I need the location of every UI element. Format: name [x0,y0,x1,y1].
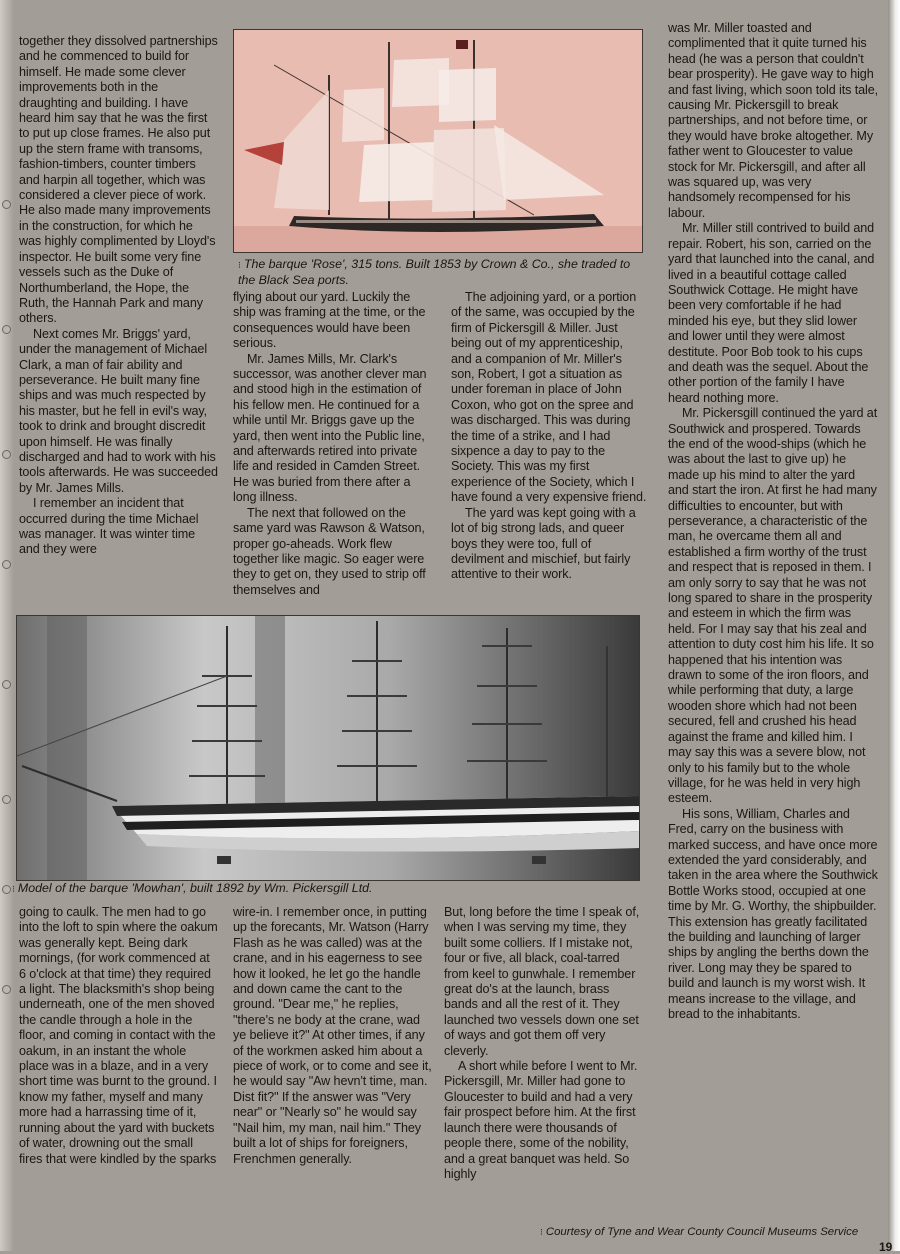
binding-ring [2,450,11,459]
caption-text: The barque 'Rose', 315 tons. Built 1853 by Crown & Co., she traded to the Black Sea ports. [238,257,631,287]
binding-ring [2,680,11,689]
paragraph: A short while before I went to Mr. Pickersgill, Mr. Miller had gone to Gloucester to build and had a very fair prospect before him. At the first launch there were thousands of people there, some of the nobility, and a great banquet was held. So highly [444,1059,638,1181]
binding-ring [2,885,11,894]
paragraph: His sons, William, Charles and Fred, carry on the business with marked success, and have once more extended the yard considerably, and taken in the area where the Southwick Bottle Works stood, occupied at one time by Mr. G. Worthy, the shipbuilder. This extension has greatly facilitated the building and launching of larger ships by angling the berths down the river. Long may they be spared to build and launch is my worst wish. It means increase to the village, and bread to the inhabitants. [668,806,878,1021]
bottom-column-2 [233,905,433,1167]
caption-text: Model of the barque 'Mowhan', built 1892 by Wm. Pickersgill Ltd. [17,881,373,895]
paragraph: But, long before the time I speak of, when I was serving my time, they built some colliers. If I mistake not, four or five, all black, coal-tarred from keel to gunwhale. I remember great do's at the launch, brass bands and all the rest of it. They launched two vessels down one set of ways and got them off very cleverly. [444,905,640,1058]
left-column-top [19,34,218,558]
right-column [668,21,878,1022]
paragraph: was Mr. Miller toasted and complimented that it quite turned his head (he was a person that couldn't bear prosperity). He gave way to high and fast living, which soon told its tale, causing Mr. Pickersgill to break partnerships, and not before time, or they would have broke altogether. My father went to Gloucester to value stock for Mr. Pickersgill, and after all was squared up, was very handsomely recompensed for his labour. [668,21,879,220]
paragraph: Mr. Pickersgill continued the yard at Southwick and prospered. Towards the end of the wood-ships (which he was about the last to give up) he made up his mind to alter the yard and start the iron. At first he had many difficulties to encounter, but with perseverance, a characteristic of the man, he overcame them all and established a firm worthy of the trust and respect that is reposed in them. I am only sorry to say that he was not long spared to share in the prosperity and esteem in which the firm was held. For I may say that his zeal and attention to duty cost him his life. It so happened that his intention was drawn to some of the iron floors, and while performing that duty, a large wooden shore which had not been secured, fell and crushed his head against the frame and killed him. I may say this was a severe blow, not only to his family but to the whole village, for he was held in very high esteem. [668,406,878,806]
middle-column-top [233,290,433,598]
credit-marker: ⁝ [540,1227,543,1237]
paragraph: Mr. James Mills, Mr. Clark's successor, was another clever man and stood high in the estimation of his fellow men. He continued for a while until Mr. Briggs gave up the yard, then went into the Public line, and afterwards retired into private life and resided in Camden Street. He was buried from there after a long illness. [233,351,427,505]
barque-mowhan-model-photo [16,615,640,881]
page-binding [0,0,14,1251]
caption-marker: ⁝ [12,884,15,894]
bottom-column-3 [444,905,644,1182]
binding-ring [2,560,11,569]
ship-painting-icon [234,30,642,252]
caption-marker: ⁝ [238,260,241,270]
paragraph: Next comes Mr. Briggs' yard, under the management of Michael Clark, a man of fair ability and perseverance. He built many fine ships and was much respected by his master, but he fell in evil's way, took to drink and brought discredit upon himself. He was finally discharged and had to work with his tools afterwards. He was succeeded by Mr. James Mills. [19,326,218,495]
third-column-top [451,290,647,583]
binding-ring [2,795,11,804]
paragraph: The next that followed on the same yard was Rawson & Watson, proper go-aheads. Work flew together like magic. So eager were they to get on, they used to strip off themselves and [233,505,426,597]
page-number: 19 [879,1240,893,1254]
paragraph: going to caulk. The men had to go into the loft to spin where the oakum was generally kept. Being dark mornings, (for work commenced at 6 o'clock at that time) they required a light. The blacksmith's shop being underneath, one of the men shoved the candle through a hole in the floor, and coming in contact with the oakum, in an instant the whole place was in a blaze, and in a very short time was burnt to the ground. I know my father, myself and many more had a harrassing time of it, running about the yard with buckets of water, drowning out the small fires that were kindled by the sparks [19,905,218,1166]
paragraph: wire-in. I remember once, in putting up the forecants, Mr. Watson (Harry Flash as he was called) was at the crane, and in his eagerness to see how it looked, he let go the handle and down came the cant to the ground. "Dear me," he replies, "there's ne body at the crane, wad ye believe it?" At other times, if any of the workmen asked him about a piece of work, or to come and see it, he would say "Aw hevn't time, man. Dist fit?" If the answer was "Very near" or "Nearly so" he would say "Nail him, my man, nail him." They built a lot of ships for foreigners, Frenchmen generally. [233,905,432,1166]
paragraph: The yard was kept going with a lot of big strong lads, and queer boys they were too, full of devilment and mischief, but fairly attentive to their work. [451,505,636,582]
binding-ring [2,325,11,334]
credit-text: Courtesy of Tyne and Wear County Council Museums Service [545,1226,859,1238]
paragraph: Mr. Miller still contrived to build and repair. Robert, his son, carried on the yard that launched into the canal, and lived in a beautiful cottage called Southwick Cottage. He might have been very comfortable if he had minded his eye, but they slid lower and lower until they were almost destitute. Poor Bob took to his cups and death was the sequel. About the other portion of the family I have heard nothing more. [668,221,875,405]
ship-model-photo-icon [17,616,639,880]
barque-rose-painting [233,29,643,253]
bottom-column-1 [19,905,218,1167]
paragraph: The adjoining yard, or a portion of the same, was occupied by the firm of Pickersgill & Miller. Just being out of my apprenticeship, and a companion of Mr. Miller's son, Robert, I got a situation as under foreman in place of John Coxon, who got on the spree and was discharged. This was during the time of a strike, and I had sixpence a day to pay to the Society. This was my first experience of the Society, which I have found a very expensive friend. [451,290,647,505]
page-edge [888,0,900,1251]
photo-credit [540,1226,858,1238]
binding-ring [2,200,11,209]
mowhan-caption [12,881,452,897]
paragraph: flying about our yard. Luckily the ship was framing at the time, or the consequences would have been serious. [233,290,426,351]
paragraph: I remember an incident that occurred during the time Michael was manager. It was winter time and they were [19,496,199,557]
binding-ring [2,985,11,994]
rose-caption [238,257,648,288]
paragraph: together they dissolved partnerships and he commenced to build for himself. He made some clever improvements both in the draughting and building. I have heard him say that he was the first to put up close frames. He also put up the stern frame with transoms, fashion-timbers, counter timbers and harpin all together, which was considered a clever piece of work. He also made many improvements in the construction, for which he was highly complimented by Lloyd's inspector. He built some very fine vessels such as the Duke of Northumberland, the Hope, the Ruth, the Hannah Park and many others. [19,34,218,326]
